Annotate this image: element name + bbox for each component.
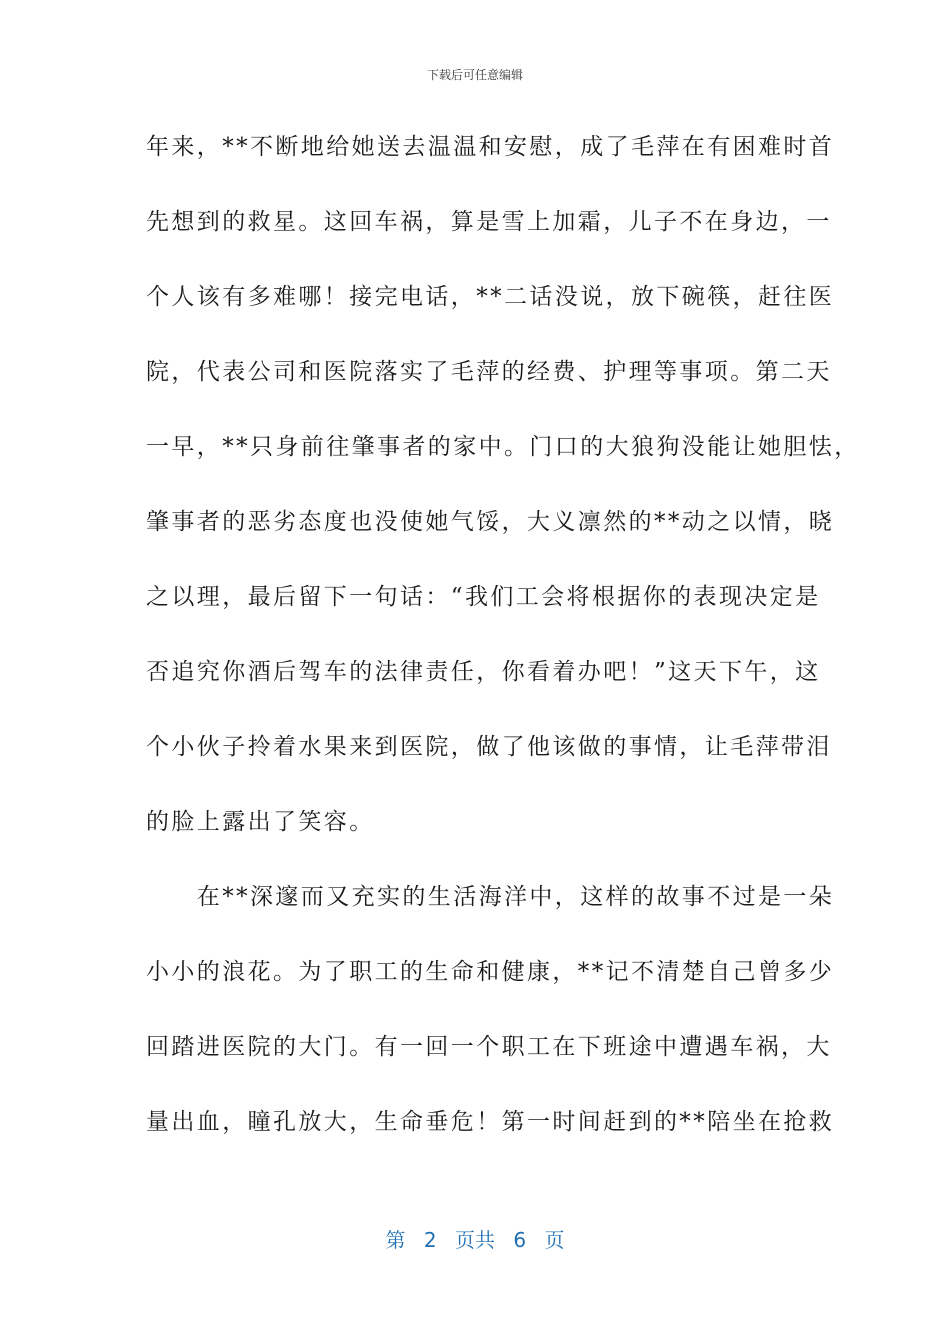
page-footer — [0, 1224, 950, 1253]
body-line-13: 回踏进医院的大门。有一回一个职工在下班途中遭遇车祸，大 — [146, 1034, 832, 1060]
body-line-14: 量出血，瞳孔放大，生命垂危！第一时间赶到的**陪坐在抢救 — [146, 1109, 835, 1135]
body-line-2: 先想到的救星。这回车祸，算是雪上加霜，儿子不在身边，一 — [146, 209, 832, 235]
footer-prefix: 第 — [385, 1228, 406, 1252]
footer-middle: 页共 — [455, 1228, 495, 1252]
body-line-11: 在**深邃而又充实的生活海洋中，这样的故事不过是一朵 — [146, 884, 835, 910]
document-body — [146, 128, 860, 1178]
footer-total-pages: 6 — [513, 1228, 527, 1252]
body-line-3: 个人该有多难哪！接完电话，**二话没说，放下碗筷，赶往医 — [146, 284, 835, 310]
body-line-12: 小小的浪花。为了职工的生命和健康，**记不清楚自己曾多少 — [146, 959, 835, 985]
body-line-9: 个小伙子拎着水果来到医院，做了他该做的事情，让毛萍带泪 — [146, 734, 832, 760]
footer-suffix: 页 — [544, 1228, 565, 1252]
footer-page-number: 2 — [423, 1228, 437, 1252]
body-line-8: 否追究你酒后驾车的法律责任，你看着办吧！”这天下午，这 — [146, 659, 821, 685]
body-line-7: 之以理，最后留下一句话：“我们工会将根据你的表现决定是 — [146, 584, 821, 610]
body-line-1: 年来，**不断地给她送去温温和安慰，成了毛萍在有困难时首 — [146, 134, 835, 160]
header-note: 下载后可任意编辑 — [426, 68, 523, 82]
body-line-4: 院，代表公司和医院落实了毛萍的经费、护理等事项。第二天 — [146, 359, 832, 385]
body-line-6: 肇事者的恶劣态度也没使她气馁，大义凛然的**动之以情，晓 — [146, 509, 835, 535]
body-line-5: 一早，**只身前往肇事者的家中。门口的大狼狗没能让她胆怯， — [146, 434, 860, 460]
body-line-10: 的脸上露出了笑容。 — [146, 809, 375, 835]
